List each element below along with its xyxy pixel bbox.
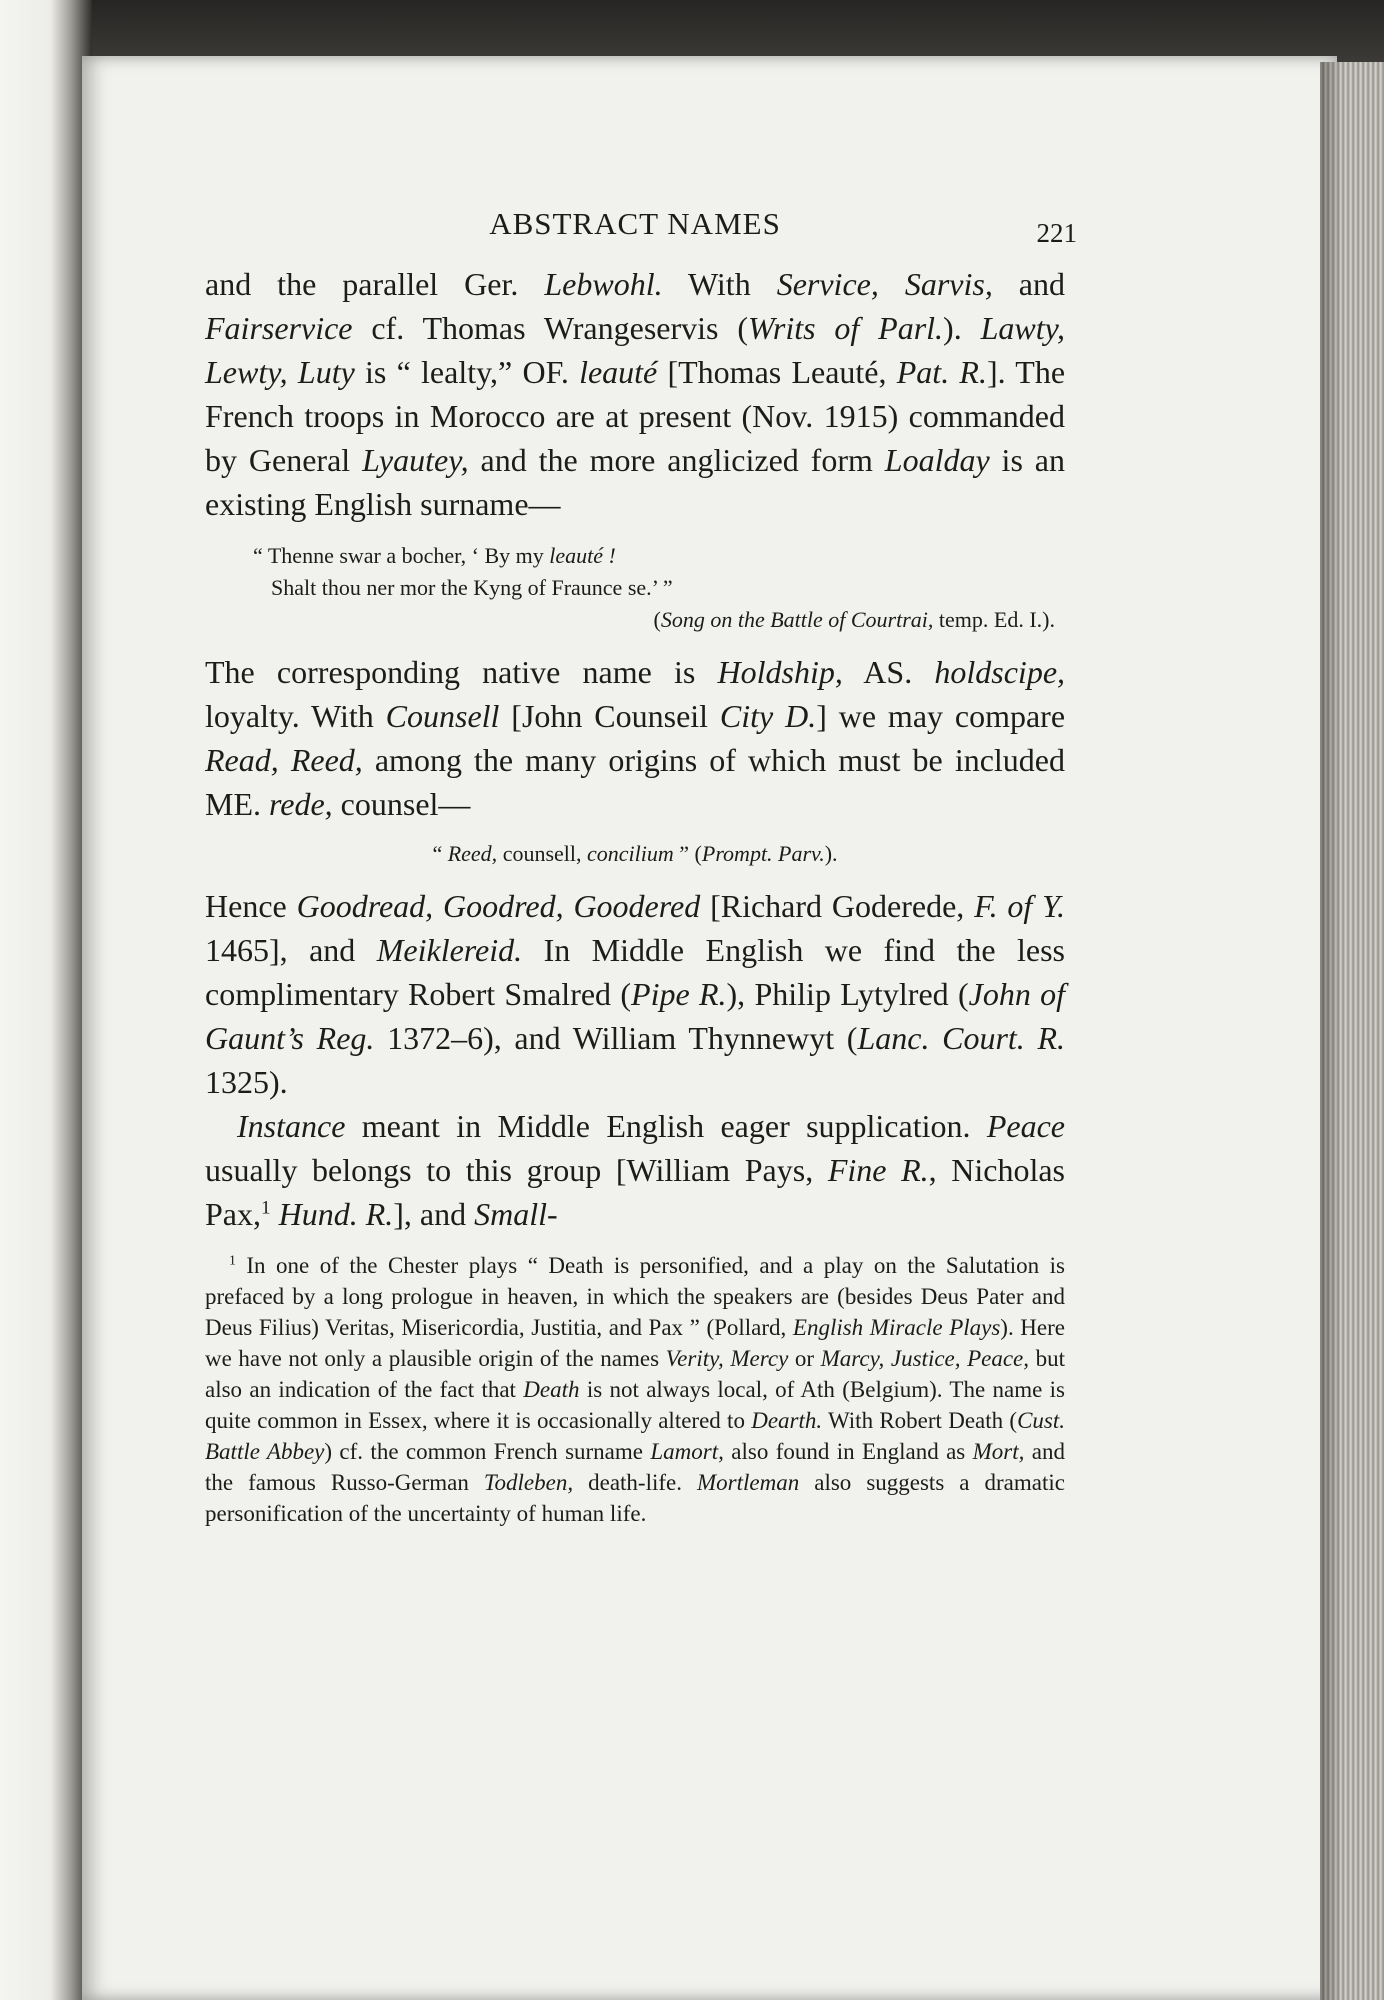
- page-block-edge: [1320, 62, 1384, 2000]
- page-text: [205, 196, 1077, 1529]
- footnote-text: $^1$ In one of the Chester plays “ Death is personified, and a play on the Salutation is prefaced by a long prologue in heaven, in which the speakers are (besides Deus Pater and Deus Filius) Veritas, Misericordia, Justitia, and Pax ” (Pollard, English Miracle Plays). Here we have not only a plausible origin of the names Verity, Mercy or Marcy, Justice, Peace, but also an indication of the fact that Death is not always local, of Ath (Belgium). The name is quite common in Essex, where it is occasionally altered to Dearth. With Robert Death (Cust. Battle Abbey) cf. the common French surname Lamort, also found in England as Mort, and the famous Russo-German Todleben, death-life. Mortleman also suggests a dramatic personification of the uncertainty of human life.: [205, 1252, 1066, 1526]
- page-number: 221: [1036, 218, 1077, 248]
- verse-source: (Song on the Battle of Courtrai, temp. Ed. I.).: [653, 607, 1055, 632]
- paragraph-2: The corresponding native name is Holdship, AS. holdscipe, loyalty. With Counsell [John Counseil City D.] we may compare Read, Reed, among the many origins of which must be included ME. rede, counsel—: [205, 654, 1066, 822]
- gloss-quotation: “ Reed, counsell, concilium ” (Prompt. Parv.).: [432, 841, 838, 866]
- page-header: [205, 196, 1077, 262]
- paragraph-4: Instance meant in Middle English eager supplication. Peace usually belongs to this group [William Pays, Fine R., Nicholas Pax,$^1$ Hund. R.], and Small-: [205, 1108, 1066, 1232]
- background-shadow: [82, 0, 1384, 62]
- facing-page-edge: [0, 0, 92, 2000]
- paragraph-1: and the parallel Ger. Lebwohl. With Service, Sarvis, and Fairservice cf. Thomas Wrangeservis (Writs of Parl.). Lawty, Lewty, Luty is “ lealty,” OF. leauté [Thomas Leauté, Pat. R.]. The French troops in Morocco are at present (Nov. 1915) commanded by General Lyautey, and the more anglicized form Loalday is an existing English surname—: [205, 266, 1066, 522]
- verse-line-1: “ Thenne swar a bocher, ‘ By my leauté !: [253, 543, 616, 568]
- paragraph-3: Hence Goodread, Goodred, Goodered [Richard Goderede, F. of Y. 1465], and Meiklereid. In Middle English we find the less complimentary Robert Smalred (Pipe R.), Philip Lytylred (John of Gaunt’s Reg. 1372–6), and William Thynnewyt (Lanc. Court. R. 1325).: [205, 888, 1066, 1100]
- running-head: ABSTRACT NAMES: [489, 206, 781, 241]
- verse-line-2: Shalt thou ner mor the Kyng of Fraunce se.’ ”: [271, 575, 673, 600]
- footnote: [205, 1250, 1065, 1529]
- verse-quotation: [253, 540, 1065, 636]
